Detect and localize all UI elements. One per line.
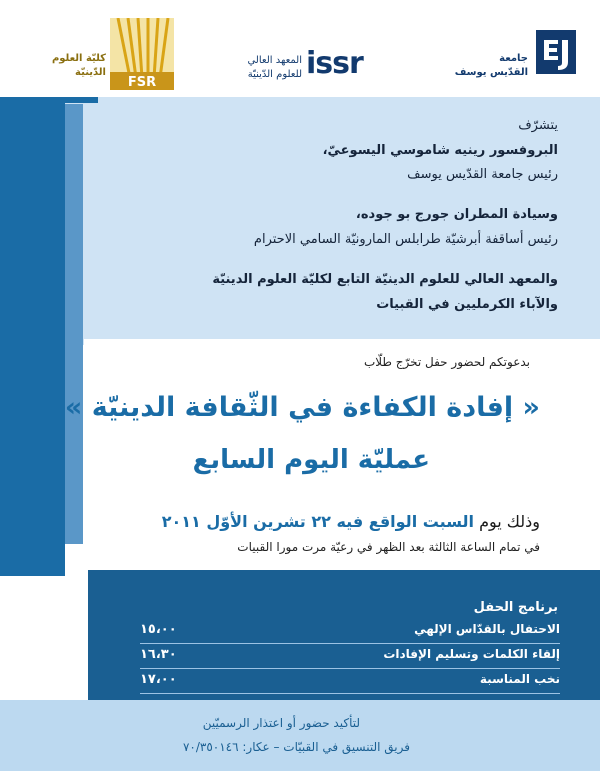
program-divider (140, 643, 560, 644)
issr-wordmark: issr (306, 46, 363, 81)
usj-line1: جامعة (499, 53, 528, 64)
event-title: « إفادة الكفاءة في الثّقافة الدينيّة » (64, 392, 540, 423)
left-dark-band (0, 97, 65, 577)
program-left-gap (0, 576, 88, 700)
rector-title: رئيس جامعة القدّيس يوسف (407, 167, 558, 182)
program-item-label: نخب المناسبة (479, 672, 560, 686)
program-item (140, 622, 560, 644)
invitation-line: بدعوتكم لحضور حفل تخرّج طلّاب (363, 355, 530, 369)
rsvp-line: لتأكيد حضور أو اعتذار الرسميّين (202, 716, 360, 730)
usj-name (455, 52, 528, 80)
program-divider (140, 668, 560, 669)
carmelites-line: والآباء الكرمليين في القبيات (376, 297, 558, 312)
usj-line2: القدّيس يوسف (454, 67, 528, 78)
left-stripe (65, 104, 83, 544)
program-divider (140, 693, 560, 694)
program-item-time: ١٥،٠٠ (140, 622, 177, 637)
program-item-label: إلقاء الكلمات وتسليم الإفادات (383, 647, 560, 661)
program-item-label: الاحتفال بالقدّاس الإلهي (414, 622, 560, 636)
usj-emblem-icon (536, 30, 576, 74)
bishop-title: رئيس أساقفة أبرشيّة طرابلس المارونيّة السامي الاحترام (253, 232, 558, 247)
program-item (140, 647, 560, 669)
event-date (162, 512, 540, 531)
fsr-logo (40, 14, 180, 94)
institute-line: والمعهد العالي للعلوم الدينيّة التابع لكليّة العلوم الدينيّة (212, 272, 558, 287)
program-item (140, 672, 560, 694)
date-value: السبت الواقع فيه ٢٢ تشرين الأوّل ٢٠١١ (161, 512, 474, 531)
rsvp-contact: فريق التنسيق في القبيّات – عكار: ٧٠/٣٥٠١٤٦ (182, 740, 410, 754)
top-dark-band (0, 97, 98, 103)
fsr-line2: الدّينيّة (75, 67, 106, 78)
issr-logo (220, 14, 390, 94)
footer-background (0, 700, 600, 771)
fsr-wordmark: FSR (127, 75, 157, 90)
fsr-name (52, 52, 106, 80)
issr-line1: المعهد العالي (247, 55, 302, 66)
program-item-time: ١٧،٠٠ (140, 672, 177, 687)
issr-line2: للعلوم الدّينيّة (247, 69, 302, 80)
honor-intro: يتشرّف (518, 118, 558, 133)
event-subtitle: عمليّة اليوم السابع (192, 445, 430, 475)
fsr-line1: كليّة العلوم (51, 53, 106, 64)
usj-logo (440, 14, 590, 94)
date-prefix: وذلك يوم (473, 512, 540, 531)
issr-name (247, 54, 302, 82)
event-time-place: في تمام الساعة الثالثة بعد الظهر في رعيّة مرت مورا القبيات (237, 540, 540, 554)
rector-name: البروفسور رينيه شاموسي اليسوعيّ، (322, 143, 558, 158)
program-heading: برنامج الحفل (473, 600, 558, 615)
program-item-time: ١٦،٣٠ (140, 647, 177, 662)
bishop-name: وسيادة المطران جورج بو جوده، (355, 207, 558, 222)
fsr-emblem-icon (110, 18, 174, 90)
